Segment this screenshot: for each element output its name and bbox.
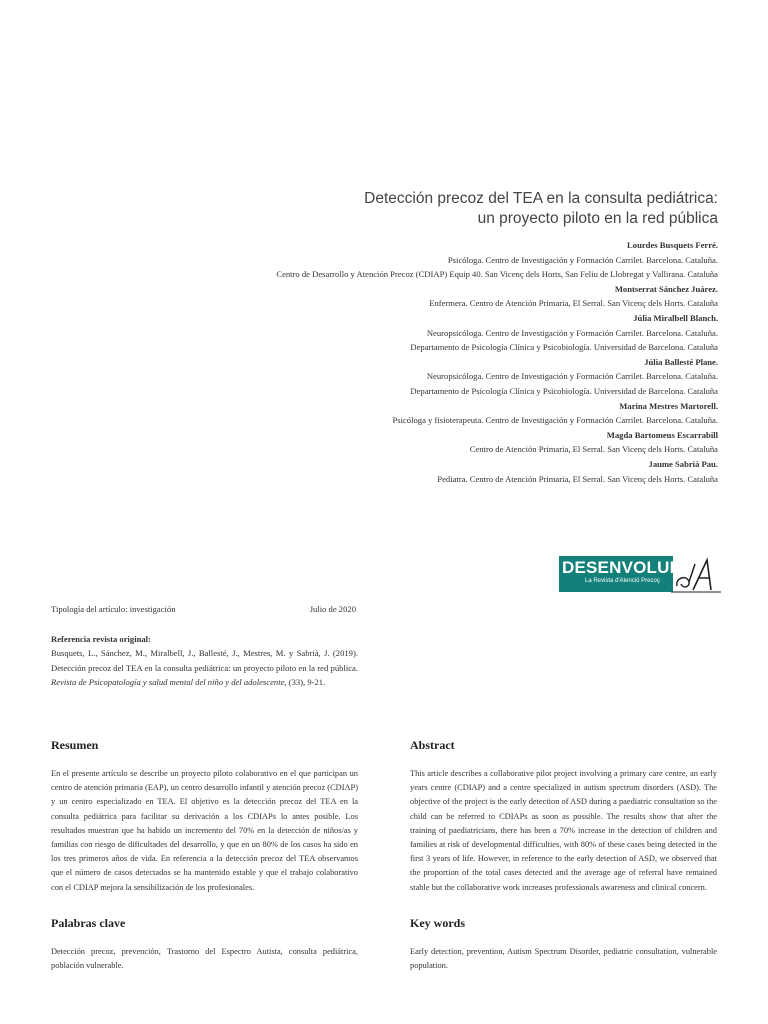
author-name: Marina Mestres Martorell.: [619, 400, 718, 411]
article-date: Julio de 2020: [309, 604, 356, 614]
reference-label: Referencia revista original:: [51, 634, 151, 644]
logo-box: [559, 556, 693, 592]
author-name: Montserrat Sánchez Juárez.: [614, 283, 718, 294]
abstract-heading: Abstract: [410, 738, 455, 752]
logo-da-mark-icon: [671, 556, 721, 596]
author-affiliation: Departamento de Psicología Clínica y Psicobiología. Universidad de Barcelona. Cataluña: [410, 342, 718, 353]
author-name: Júlia Miralbell Blanch.: [633, 312, 718, 323]
author-affiliation: Centro de Atención Primaria, El Serral. San Vicenç dels Horts. Cataluña: [469, 444, 718, 455]
palabras-clave-text: Detección precoz, prevención, Trastorno del Espectro Autista, consulta pediátrica, población vulnerable.: [51, 947, 358, 971]
logo-name: DESENVOLUPA: [562, 558, 693, 577]
title-line-2: un proyecto piloto en la red pública: [477, 210, 718, 227]
article-title: [158, 189, 718, 229]
author-affiliation: Pediatra. Centro de Atención Primaria, El Serral. San Vicenç dels Horts. Cataluña: [437, 473, 718, 484]
author-affiliation: Neuropsicóloga. Centro de Investigación y Formación Carrilet. Barcelona. Cataluña.: [426, 327, 718, 338]
journal-logo: [559, 556, 721, 596]
reference-text: Busquets, L., Sánchez, M., Miralbell, J., Ballesté, J., Mestres, M. y Sabrià, J. (2019). Detección precoz del TEA en la consulta pediátrica: un proyecto piloto en la red pública.: [51, 648, 358, 673]
author-name: Lourdes Busquets Ferré.: [627, 240, 718, 250]
reference-journal: Revista de Psicopatología y salud mental del niño y del adolescente,: [51, 677, 287, 688]
reference-tail: (33), 9-21.: [288, 677, 326, 688]
article-meta: [51, 604, 356, 614]
abstract-text: This article describes a collaborative pilot project involving a primary care centre, an early years centre (CDIAP) and a centre specialized in autism spectrum disorders (ASD). The objective of the project is the early detection of ASD during a paediatric consultation so the child can be referred to CDIAPs as soon as possible. The results show that after the training of paediatricians, there has been a 70% increase in the detection of children and families at risk of developmental difficulties, with 80% of these cases being detected in the first 3 years of life. However, in reference to the early detection of ASD, we observed that the proportion of the total cases detected and the average age of referral have remained stable but the collaborative work increases professionals awareness and clinical concern.: [410, 769, 717, 892]
title-line-1: Detección precoz del TEA en la consulta pediátrica:: [364, 190, 718, 207]
author-affiliation: Psicóloga. Centro de Investigación y Formación Carrilet. Barcelona. Cataluña.: [447, 254, 718, 265]
author-name: Jaume Sabrià Pau.: [648, 458, 718, 469]
author-name: Magda Bartomeus Escarrabill: [606, 429, 718, 440]
author-affiliation: Psicóloga y fisioterapeuta. Centro de Investigación y Formación Carrilet. Barcelona. Cataluña.: [392, 415, 718, 426]
reference-block: [51, 632, 358, 690]
keywords-text: Early detection, prevention, Autism Spectrum Disorder, pediatric consultation, vulnerable population.: [410, 947, 717, 971]
author-name: Júlia Ballesté Plane.: [644, 356, 718, 367]
article-type: Tipología del artículo: investigación: [51, 604, 176, 614]
author-affiliation: Enfermera. Centro de Atención Primaria, El Serral. San Vicenç dels Horts. Cataluña: [429, 298, 718, 309]
resumen-text: En el presente artículo se describe un proyecto piloto colaborativo en el que participan un centro de atención primaria (EAP), un centro desarrollo infantil y atención precoz (CDIAP) y un centro especializado en TEA. El objetivo es la detección precoz del TEA en la consulta pediátrica para facilitar su derivación a los CDIAPs lo antes posible. Los resultados muestran que ha habido un incremento del 70% en la detección de niños/as y familias con riesgo de dificultades del desarrollo, y que en un 80% de los casos ha sido en los tres primeros años de vida. En referencia a la detección precoz del TEA observamos que el número de casos detectados se ha mantenido estable y que el trabajo colaborativo con el CDIAP mejora la sensibilización de los profesionales.: [51, 769, 358, 892]
author-list: [158, 238, 718, 486]
author-affiliation: Departamento de Psicología Clínica y Psicobiología. Universidad de Barcelona. Cataluña: [410, 385, 718, 396]
author-affiliation: Neuropsicóloga. Centro de Investigación y Formación Carrilet. Barcelona. Cataluña.: [426, 371, 718, 382]
resumen-heading: Resumen: [51, 738, 99, 752]
palabras-clave-heading: Palabras clave: [51, 916, 126, 930]
author-affiliation: Centro de Desarrollo y Atención Precoz (CDIAP) Equip 40. San Vicenç dels Horts, San Feliu de Llobregat y Vallirana. Cataluña: [276, 269, 718, 280]
logo-subtitle: La Revista d'Atenció Precoç: [585, 578, 660, 584]
keywords-heading: Key words: [410, 916, 465, 930]
